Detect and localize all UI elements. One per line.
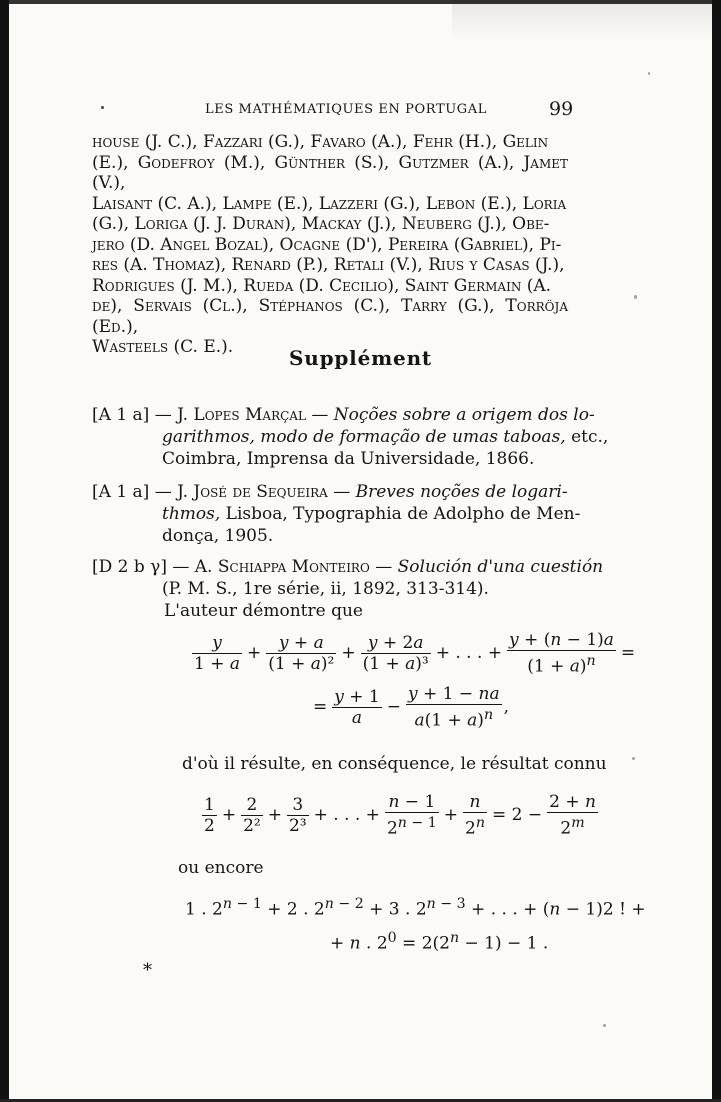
body-text: ou encore [178,858,264,878]
bibliography-entry [92,481,581,547]
bibliography-entry [92,556,604,622]
fraction: $\frac{3}{\text{2³}}$ [288,794,307,836]
entry-title: Noções sobre a origem dos lo- [333,405,595,425]
authors-line: house (J. C.), Fazzari (G.), Favaro (A.), Fehr (H.), Gelin [92,132,549,152]
entry-code: [D 2 b γ] [92,557,167,577]
scan-border-left [0,0,9,1102]
fraction: $\frac{y + (n - 1)a}{(1 + a)^n}$ [509,630,614,677]
fraction: $\frac{2 + n}{2^m}$ [549,792,596,839]
entry-line: (P. M. S., 1re série, ii, 1892, 313-314). [162,579,489,599]
entry-title: garithmos, modo de formação de umas taboas, [162,427,566,447]
fraction: $\frac{y + 2a}{\text{(1 + a)³}}$ [362,632,429,674]
authors-paragraph [92,132,568,358]
fraction: $\frac{y + 1 - na}{a(1 + a)^n}$ [407,684,500,731]
entry-code: [A 1 a] [92,482,150,502]
authors-line: Laisant (C. A.), Lampe (E.), Lazzeri (G.), Lebon (E.), Loria [92,193,567,214]
authors-line: (E.), Godefroy (M.), Günther (S.), Gutzmer (A.), Jamet (V.), [92,152,568,193]
entry-line [92,404,595,426]
formula-series-line1: 1 . $2^{n - 1} + 2$ . $2^{n - 2} + 3$ . $2^{n - 3}$ + . . . + (n − 1)2 ! + [185,896,646,920]
bibliography-entry [92,404,609,470]
entry-dash: — [311,405,329,425]
entry-line: donça, 1905. [162,526,274,546]
formula-result: = $\frac{y + 1}{a}$ − $\frac{y + 1 - na}{a(1 + a)^n}$ , [313,684,510,731]
authors-line: jero (D. Angel Bozal), Ocagne (D'), Pereira (Gabriel), Pi- [92,234,562,255]
formula-series-line2: + n . $2^0 = 2(2^n - 1) - 1$ . [330,930,549,954]
fraction: $\frac{y + 1}{a}$ [334,686,380,728]
section-title: Supplément [289,346,432,370]
entry-line [92,503,581,525]
authors-line: Wasteels (C. E.). [92,337,234,357]
entry-rest: etc., [565,427,609,447]
scan-border-right [712,0,721,1102]
authors-line: (G.), Loriga (J. J. Duran), Mackay (J.), Neuberg (J.), Obe- [92,214,550,234]
entry-dash: — [154,482,172,502]
page-header [0,98,721,122]
entry-line [92,481,568,503]
entry-title: Solución d'una cuestión [397,557,604,577]
header-dot [101,106,104,109]
fraction: $\frac{2}{\text{2²}}$ [243,794,261,836]
entry-dash: — [172,557,190,577]
formula-known-result: $\frac{1}{2}$ + $\frac{2}{\text{2²}}$ + $\frac{3}{\text{2³}}$ + . . . + $\frac{n - 1}{2^{n - 1}}$ + $\frac{n}{2^n}$ = 2 − $\frac{2 + n}{2^m}$ [204,792,596,839]
fraction: $\frac{n}{2^n}$ [465,792,485,839]
entry-line: L'auteur démontre que [164,601,363,621]
entry-author: A. Schiappa Monteiro [194,557,370,577]
authors-line: de), Servais (Cl.), Stéphanos (C.), Tarry (G.), Torröja (Ed.), [92,296,568,337]
running-head: LES MATHÉMATIQUES EN PORTUGAL [205,102,487,117]
entry-title: Breves noções de logari- [355,482,568,502]
entry-author: J. José de Sequeira [177,482,328,502]
fraction: $\frac{y}{1 + a}$ [194,632,241,674]
entry-code: [A 1 a] [92,405,150,425]
entry-dash: — [154,405,172,425]
authors-line: Rodrigues (J. M.), Rueda (D. Cecilio), Saint Germain (A. [92,275,552,296]
asterisk-mark: * [143,960,152,981]
entry-line [92,426,609,448]
entry-dash: — [375,557,393,577]
formula-sum: $\frac{y}{1 + a}$ + $\frac{y + a}{\text{(1 + a)²}}$ + $\frac{y + 2a}{\text{(1 + a)³}}$ + . . . + $\frac{y + (n - 1)a}{(1 + a)^n}$ = [194,630,636,677]
entry-title: thmos, [162,504,221,524]
page-number: 99 [549,98,574,120]
entry-rest: Lisboa, Typographia de Adolpho de Men- [220,504,581,524]
authors-line: res (A. Thomaz), Renard (P.), Retali (V.), Rius y Casas (J.), [92,255,565,275]
fraction: $\frac{y + a}{\text{(1 + a)²}}$ [268,632,335,674]
entry-line: Coimbra, Imprensa da Universidade, 1866. [162,449,535,469]
scan-speck [603,1024,606,1027]
entry-line [92,556,604,578]
entry-author: J. Lopes Marçal [177,405,306,425]
fraction: $\frac{1}{2}$ [204,794,215,836]
scan-speck [632,757,635,760]
entry-dash: — [333,482,351,502]
scan-speck [634,295,637,299]
scan-speck [648,72,650,75]
fraction: $\frac{n - 1}{2^{n - 1}}$ [386,792,437,839]
body-text: d'où il résulte, en conséquence, le résultat connu [182,754,607,774]
scan-shadow [452,0,712,40]
